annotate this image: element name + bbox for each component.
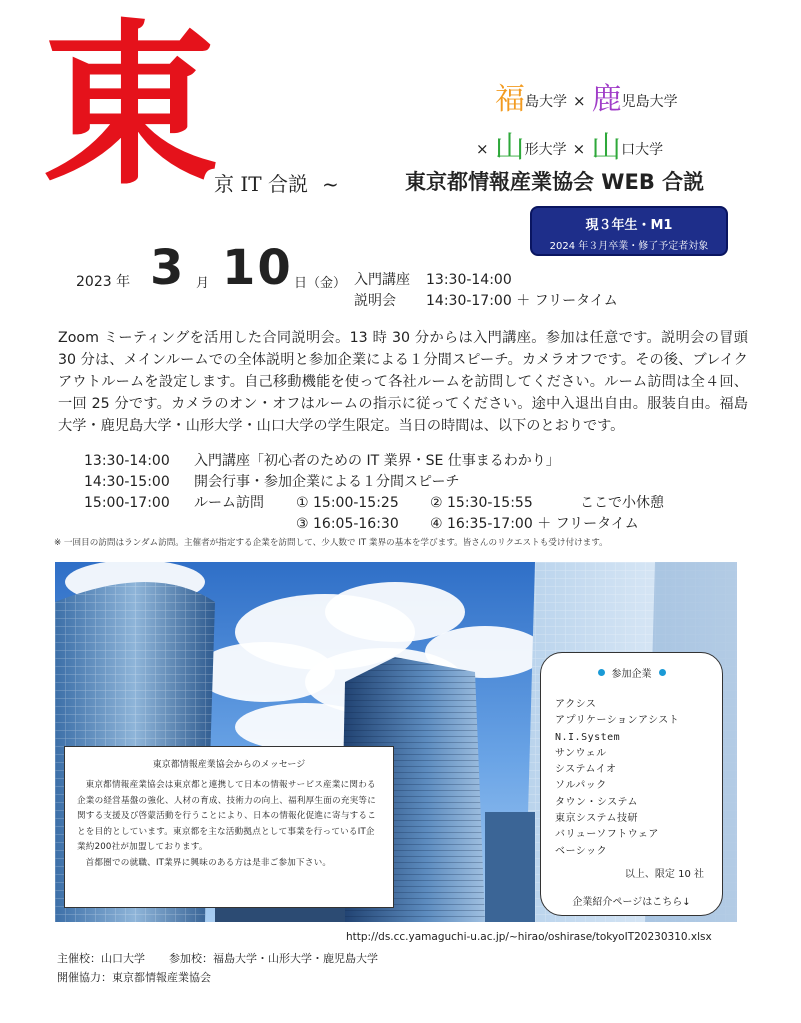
target-badge bbox=[530, 206, 728, 256]
subtitle-tilde: ~ bbox=[321, 172, 339, 196]
companies-limit: 以上、限定 10 社 bbox=[624, 869, 704, 880]
company-item: ベーシック bbox=[555, 845, 608, 857]
target-graduation: 2024 年３月卒業・修了予定者対象 bbox=[549, 241, 709, 252]
schedule-briefing bbox=[354, 290, 618, 310]
company-item: サンウェル bbox=[555, 747, 607, 759]
bullet-dot-icon bbox=[598, 669, 605, 676]
message-title: 東京都情報産業協会からのメッセージ bbox=[152, 760, 306, 770]
schedule-intro-course bbox=[354, 269, 512, 289]
schedule-time: 14:30-17:00 ＋ フリータイム bbox=[426, 293, 618, 309]
footer bbox=[57, 949, 378, 987]
university-initial: 山 bbox=[591, 130, 622, 165]
university-name: 口大学 bbox=[621, 142, 664, 158]
cross-mark: × bbox=[573, 92, 586, 110]
university-fukushima bbox=[495, 82, 567, 117]
agenda-text: 入門講座「初心者のための IT 業界・SE 仕事まるわかり」 bbox=[194, 453, 560, 469]
message-body bbox=[77, 778, 381, 871]
cross-mark: × bbox=[476, 140, 489, 158]
bullet-dot-icon bbox=[659, 669, 666, 676]
agenda-row bbox=[84, 514, 639, 535]
university-initial: 山 bbox=[494, 130, 525, 165]
agenda-row bbox=[84, 472, 560, 493]
participating-companies-box bbox=[540, 652, 723, 916]
agenda-row bbox=[84, 493, 664, 514]
companies-link-label: 企業紹介ページはこちら↓ bbox=[572, 897, 691, 908]
association-message-box bbox=[64, 746, 394, 908]
company-item: タウン・システム bbox=[555, 796, 638, 808]
companies-title: 参加企業 bbox=[611, 669, 652, 680]
agenda-time: 15:00-17:00 bbox=[84, 495, 170, 511]
universities-line-2 bbox=[470, 122, 663, 166]
company-item: アクシス bbox=[555, 699, 597, 710]
message-paragraph: 東京都情報産業協会は東京都と連携して日本の情報サービス産業に関わる企業の経営基盤の強化、人材の育成、技術力の向上、福利厚生面の充実等に関する支援及び啓蒙活動を行うことにより、日本の情報化促進に寄与することを目的としています。東京都を主な活動拠点として事業を行っているIT企業約200社が加盟しております。 bbox=[77, 780, 376, 852]
company-item: ソルパック bbox=[555, 780, 607, 792]
footnote: ※ 一回目の訪問はランダム訪問。主催者が指定する企業を訪問して、少人数で IT 業界の基本を学びます。皆さんのリクエストも受け付けます。 bbox=[54, 538, 608, 548]
visit-slot-1: ① 15:00-15:25 bbox=[296, 495, 399, 511]
agenda-row bbox=[84, 451, 560, 472]
main-title: 東京都情報産業協会 WEB 合説 bbox=[405, 170, 705, 194]
subtitle-text: 京 IT 合説 bbox=[214, 172, 308, 196]
company-item: バリューソフトウェア bbox=[555, 829, 659, 841]
date-month-label: 月 bbox=[196, 276, 210, 291]
date-day-label: 日（金） bbox=[294, 276, 347, 291]
visit-slot-3: ③ 16:05-16:30 bbox=[296, 516, 399, 532]
message-paragraph: 首都圏での就職、IT業界に興味のある方は是非ご参加下さい。 bbox=[85, 857, 332, 868]
university-name: 形大学 bbox=[524, 142, 567, 158]
agenda-time: 14:30-15:00 bbox=[84, 474, 170, 490]
participants-label: 参加校： bbox=[169, 952, 213, 965]
schedule-label: 入門講座 bbox=[354, 272, 410, 288]
company-list bbox=[555, 697, 679, 860]
agenda-text: 開会行事・参加企業による１分間スピーチ bbox=[194, 474, 460, 490]
cross-mark: × bbox=[572, 140, 586, 158]
company-item: システムイオ bbox=[555, 764, 617, 776]
company-info-url[interactable]: http://ds.cc.yamaguchi-u.ac.jp/~hirao/oshirase/tokyoIT20230310.xlsx bbox=[346, 931, 712, 943]
schedule-time: 13:30-14:00 bbox=[426, 272, 512, 288]
big-kanji-title: 東 bbox=[42, 2, 219, 209]
company-item: 東京システム技研 bbox=[555, 813, 638, 825]
university-kagoshima bbox=[591, 82, 678, 117]
subtitle bbox=[214, 168, 351, 197]
footer-row bbox=[57, 949, 378, 968]
university-name: 島大学 bbox=[525, 94, 567, 110]
host-school: ：山口大学 bbox=[90, 952, 145, 965]
agenda bbox=[84, 451, 664, 535]
participant-schools: 福島大学・山形大学・鹿児島大学 bbox=[213, 952, 378, 965]
company-item: N.I.System bbox=[555, 731, 621, 743]
companies-heading bbox=[541, 665, 722, 680]
visit-slot-2: ② 15:30-15:55 bbox=[430, 495, 533, 511]
cooperation: 開催協力：東京都情報産業協会 bbox=[57, 971, 211, 984]
target-grade: 現３年生・M1 bbox=[585, 218, 673, 233]
date-month: 3 bbox=[150, 240, 184, 296]
host-label: 主催校 bbox=[57, 952, 90, 965]
date-year: 2023 年 bbox=[76, 274, 131, 290]
university-yamagata bbox=[494, 130, 567, 165]
intro-paragraph: Zoom ミーティングを活用した合同説明会。13 時 30 分からは入門講座。参加は任意です。説明会の冒頭 30 分は、メインルームでの全体説明と参加企業による１分間スピーチ。カメラオフです。その後、ブレイクアウトルームを設定します。自己移動機能を使って各社ルームを訪問してください。ルーム訪問は全４回、一回 25 分です。カメラのオン・オフはルームの指示に従ってください。途中入退出自由。服装自由。福島大学・鹿児島大学・山形大学・山口大学の学生限定。当日の時間は、以下のとおりです。 bbox=[58, 330, 748, 434]
university-name: 児島大学 bbox=[621, 94, 678, 110]
visit-slot-4: ④ 16:35-17:00 ＋ フリータイム bbox=[430, 516, 639, 532]
university-yamaguchi bbox=[591, 130, 664, 165]
universities-line-1 bbox=[495, 74, 678, 118]
schedule-label: 説明会 bbox=[354, 293, 396, 309]
agenda-text: ルーム訪問 bbox=[194, 495, 264, 511]
agenda-time: 13:30-14:00 bbox=[84, 453, 170, 469]
university-initial: 鹿 bbox=[591, 82, 622, 117]
university-initial: 福 bbox=[495, 82, 525, 117]
company-item: アプリケーションアシスト bbox=[555, 715, 680, 727]
date-day: 10 bbox=[222, 240, 293, 296]
break-note: ここで小休憩 bbox=[580, 495, 664, 511]
